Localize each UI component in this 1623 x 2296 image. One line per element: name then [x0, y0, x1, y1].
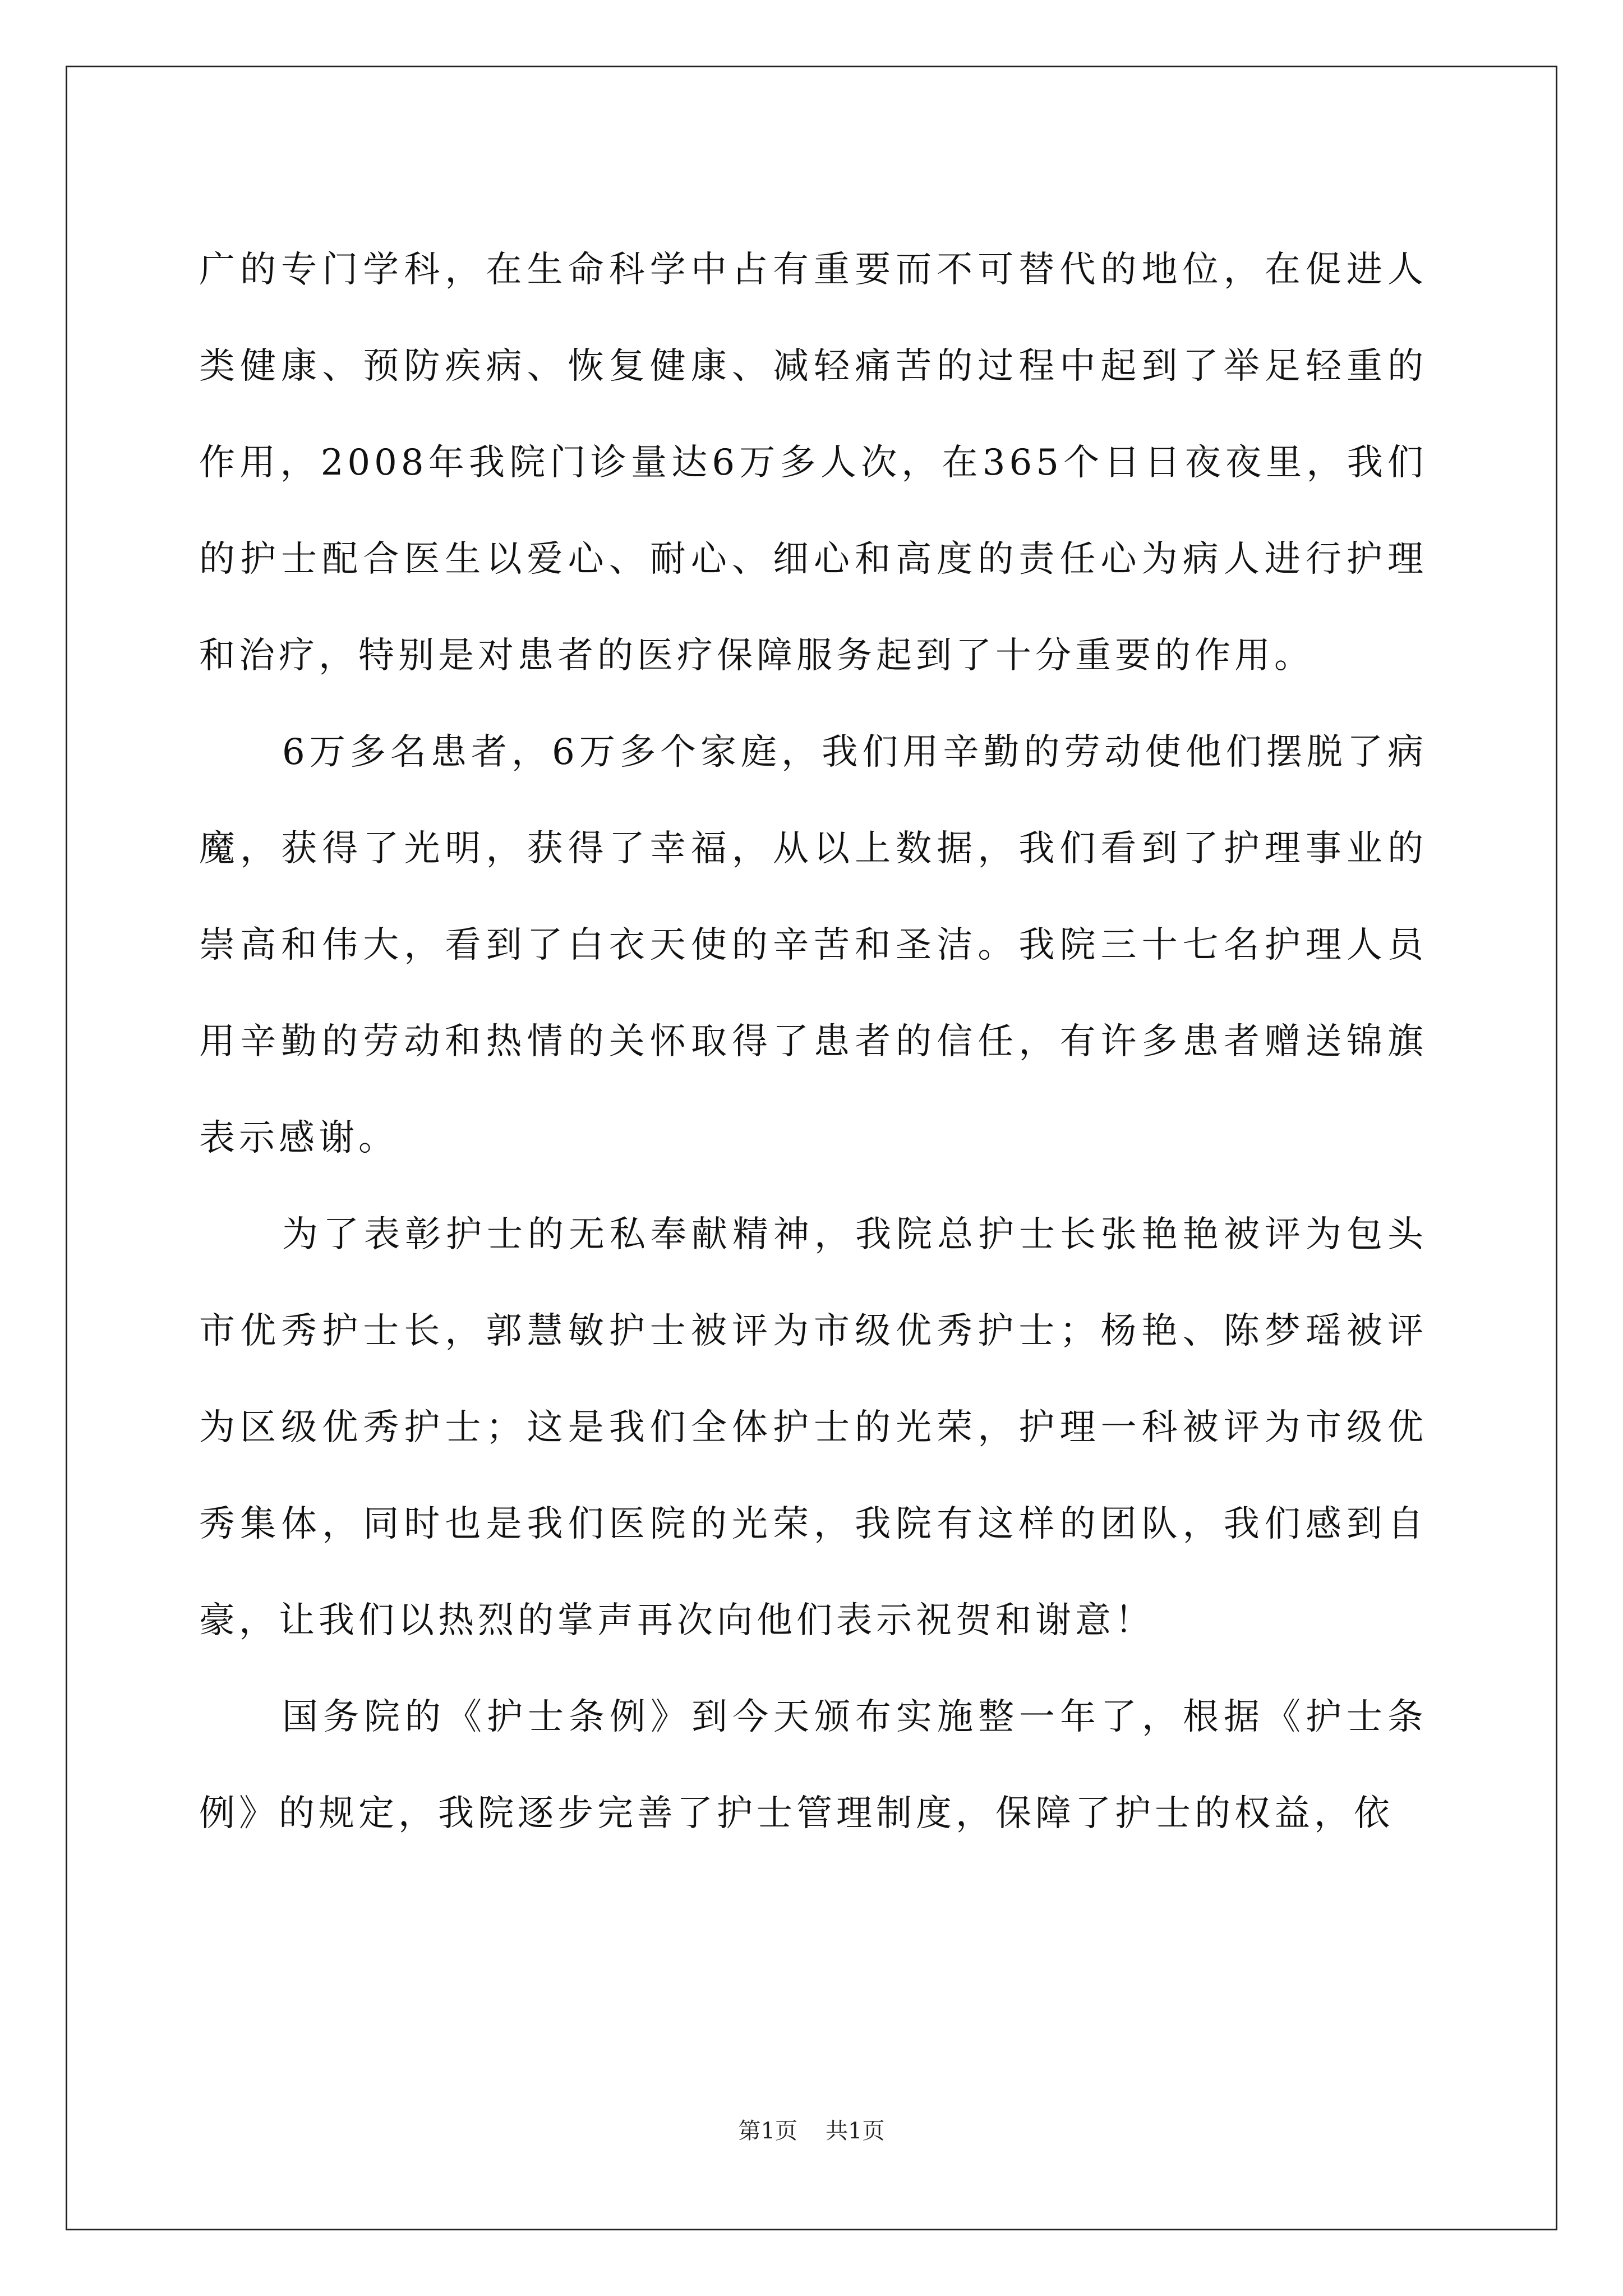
page-footer: [0, 2118, 1623, 2145]
page-number: 第1页: [738, 2118, 797, 2144]
paragraph-4: 国务院的《护士条例》到今天颁布实施整一年了，根据《护士条例》的规定，我院逐步完善了护士管理制度，保障了护士的权益，依: [199, 1696, 1427, 1834]
document-body: [199, 222, 1427, 1862]
paragraph-1: 广的专门学科，在生命科学中占有重要而不可替代的地位，在促进人类健康、预防疾病、恢复健康、减轻痛苦的过程中起到了举足轻重的作用，2008年我院门诊量达6万多人次，在365个日日夜夜里，我们的护士配合医生以爱心、耐心、细心和高度的责任心为病人进行护理和治疗，特别是对患者的医疗保障服务起到了十分重要的作用。: [199, 249, 1427, 677]
page-total: 共1页: [826, 2118, 885, 2144]
paragraph-3: 为了表彰护士的无私奉献精神，我院总护士长张艳艳被评为包头市优秀护士长，郭慧敏护士被评为市级优秀护士；杨艳、陈梦瑶被评为区级优秀护士；这是我们全体护士的光荣，护理一科被评为市级优秀集体，同时也是我们医院的光荣，我院有这样的团队，我们感到自豪，让我们以热烈的掌声再次向他们表示祝贺和谢意！: [199, 1214, 1427, 1641]
paragraph-2: 6万多名患者，6万多个家庭，我们用辛勤的劳动使他们摆脱了病魔，获得了光明，获得了幸福，从以上数据，我们看到了护理事业的崇高和伟大，看到了白衣天使的辛苦和圣洁。我院三十七名护理人员用辛勤的劳动和热情的关怀取得了患者的信任，有许多患者赠送锦旗表示感谢。: [199, 731, 1427, 1159]
